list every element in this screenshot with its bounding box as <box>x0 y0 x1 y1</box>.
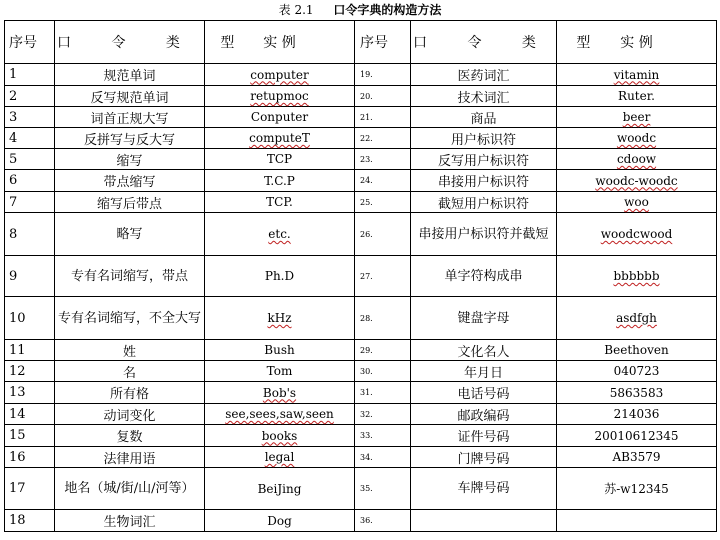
row-index-2-text: 21. <box>360 112 373 122</box>
row-index <box>5 382 55 404</box>
row-index-2 <box>355 107 411 128</box>
row-index-text: 18 <box>9 513 26 528</box>
password-type-2 <box>411 468 557 510</box>
password-type <box>55 170 205 192</box>
password-type-text: 复数 <box>116 430 143 445</box>
header-index: 序号 <box>5 21 55 64</box>
password-type-2-text: 技术词汇 <box>457 90 510 106</box>
row-index-text: 4 <box>9 130 18 146</box>
table-caption <box>0 0 720 20</box>
password-type <box>55 64 205 86</box>
row-index <box>5 213 55 256</box>
password-example-2 <box>557 340 717 361</box>
row-index-text: 7 <box>9 194 18 210</box>
password-example <box>205 468 355 510</box>
password-example <box>205 86 355 107</box>
password-type-2-text: 商品 <box>470 111 497 127</box>
table-row <box>5 149 717 170</box>
password-type-2 <box>411 86 557 107</box>
password-example <box>205 382 355 404</box>
password-example <box>205 149 355 170</box>
table-row <box>5 340 717 361</box>
table-row <box>5 170 717 192</box>
password-type-text: 略写 <box>116 226 143 242</box>
password-example-text: Dog <box>267 513 292 528</box>
row-index-2-text: 24. <box>360 176 373 185</box>
password-example-text: books <box>261 428 298 443</box>
row-index-2 <box>355 170 411 192</box>
row-index <box>5 128 55 149</box>
password-example-text: T.C.P <box>264 173 295 188</box>
password-example-2 <box>557 170 717 192</box>
password-type-2 <box>411 297 557 340</box>
header-example-2: 实 例 <box>557 21 717 64</box>
password-example-text: Ph.D <box>264 269 295 283</box>
password-type <box>55 382 205 404</box>
password-example <box>205 170 355 192</box>
password-type-text: 所有格 <box>109 387 149 402</box>
password-type-2-text: 电话号码 <box>457 387 510 402</box>
password-type <box>55 86 205 107</box>
password-example-2 <box>557 192 717 213</box>
password-example-2-text: 040723 <box>613 364 660 378</box>
password-type <box>55 297 205 340</box>
password-type-2-text: 证件号码 <box>457 430 510 445</box>
password-type-text: 名 <box>122 365 136 381</box>
password-type-2 <box>411 404 557 425</box>
password-example-text: Tom <box>266 364 293 378</box>
row-index-text: 11 <box>9 342 26 358</box>
row-index-2 <box>355 86 411 107</box>
header-type: 口 令 类 型 <box>55 21 205 64</box>
password-type-2 <box>411 64 557 86</box>
password-example <box>205 340 355 361</box>
password-example-text: Conputer <box>250 110 309 124</box>
password-example-2-text: Ruter. <box>618 89 655 103</box>
caption-title: 口令字典的构造方法 <box>333 3 442 17</box>
password-type <box>55 404 205 425</box>
password-example-2-text: vitamin <box>613 67 660 82</box>
password-example-2-text: 20010612345 <box>594 428 679 443</box>
password-example-2-text: beer <box>622 110 651 124</box>
password-example <box>205 256 355 297</box>
row-index <box>5 425 55 447</box>
password-type-2 <box>411 425 557 447</box>
password-example-2-text: woo <box>624 195 649 209</box>
row-index-2 <box>355 256 411 297</box>
password-example-text: kHz <box>267 311 292 325</box>
password-type-2-text: 医药词汇 <box>457 69 510 84</box>
row-index-2-text: 23. <box>360 154 373 164</box>
row-index-2-text: 33. <box>360 431 373 440</box>
table-row <box>5 86 717 107</box>
row-index <box>5 510 55 532</box>
password-example-2-text: woodc-woodc <box>595 173 678 188</box>
row-index-text: 12 <box>9 363 26 379</box>
password-example-2 <box>557 213 717 256</box>
password-type-2-text: 用户标识符 <box>450 132 516 148</box>
row-index-2-text: 27. <box>360 271 373 281</box>
password-type-2 <box>411 340 557 361</box>
password-type-2 <box>411 447 557 468</box>
row-index-text: 6 <box>9 173 18 188</box>
password-example <box>205 297 355 340</box>
password-example-2 <box>557 425 717 447</box>
row-index-2-text: 36. <box>360 516 373 525</box>
password-example-2-text: asdfgh <box>616 311 657 325</box>
table-row <box>5 192 717 213</box>
row-index-2-text: 30. <box>360 366 373 376</box>
password-type <box>55 256 205 297</box>
password-type <box>55 128 205 149</box>
row-index-2-text: 32. <box>360 409 373 419</box>
row-index-2-text: 28. <box>360 313 373 323</box>
password-example-text: legal <box>264 450 295 464</box>
password-example-2 <box>557 297 717 340</box>
password-example-2-text: 214036 <box>613 407 660 421</box>
password-type <box>55 447 205 468</box>
row-index <box>5 86 55 107</box>
password-type-text: 法律用语 <box>103 451 156 467</box>
row-index <box>5 340 55 361</box>
row-index <box>5 404 55 425</box>
table-row <box>5 382 717 404</box>
row-index-2 <box>355 510 411 532</box>
row-index-2 <box>355 447 411 468</box>
password-type-2-text: 截短用户标识符 <box>437 196 529 212</box>
password-type-text: 词首正规大写 <box>90 111 169 127</box>
password-type-2 <box>411 382 557 404</box>
password-example-2-text: woodc <box>616 131 657 145</box>
password-example-2 <box>557 128 717 149</box>
password-example-2-text: 5863583 <box>609 385 664 400</box>
password-type-text: 姓 <box>122 344 136 360</box>
password-example-2 <box>557 64 717 86</box>
password-type-2-text: 串接用户标识符并截短 <box>418 226 549 242</box>
password-example-2 <box>557 256 717 297</box>
row-index-2-text: 34. <box>360 452 373 462</box>
password-type-text: 规范单词 <box>103 69 156 84</box>
password-type-text: 动词变化 <box>103 408 156 424</box>
row-index <box>5 297 55 340</box>
password-example <box>205 361 355 382</box>
password-example-2-text: woodcwood <box>600 227 673 241</box>
row-index-2-text: 20. <box>360 91 373 101</box>
password-type <box>55 107 205 128</box>
table-row <box>5 107 717 128</box>
row-index-text: 10 <box>9 310 26 326</box>
password-example-text: etc. <box>268 227 291 241</box>
password-example <box>205 128 355 149</box>
password-example-2 <box>557 86 717 107</box>
password-example-2-text: bbbbbb <box>613 269 660 283</box>
password-example-2-text: AB3579 <box>612 450 661 464</box>
password-example <box>205 404 355 425</box>
table-row <box>5 297 717 340</box>
row-index-text: 17 <box>9 481 26 496</box>
row-index-2-text: 26. <box>360 229 373 239</box>
password-type-2 <box>411 192 557 213</box>
password-type-2-text: 串接用户标识符 <box>437 175 529 190</box>
row-index-2-text: 29. <box>360 345 373 355</box>
password-example-text: retupmoc <box>250 89 309 103</box>
password-example-2 <box>557 404 717 425</box>
row-index-2 <box>355 149 411 170</box>
row-index <box>5 447 55 468</box>
password-example-text: Bob's <box>262 385 297 400</box>
table-row <box>5 404 717 425</box>
header-index-2: 序号 <box>355 21 411 64</box>
row-index-2-text: 22. <box>360 133 373 143</box>
password-example-text: computer <box>250 67 309 82</box>
password-example-2 <box>557 361 717 382</box>
table-row <box>5 447 717 468</box>
password-type <box>55 340 205 361</box>
password-example <box>205 192 355 213</box>
password-example-2-text: cdoow <box>616 152 657 166</box>
password-example-2-text: 苏-w12345 <box>604 482 669 496</box>
password-type <box>55 149 205 170</box>
password-type-2-text: 键盘字母 <box>457 310 510 326</box>
password-example-2 <box>557 468 717 510</box>
password-type-2 <box>411 170 557 192</box>
row-index-2 <box>355 361 411 382</box>
row-index-text: 5 <box>9 151 18 167</box>
row-index-2 <box>355 468 411 510</box>
row-index <box>5 149 55 170</box>
password-example-text: Bush <box>264 343 295 357</box>
password-type-text: 生物词汇 <box>103 515 156 530</box>
password-example-2 <box>557 149 717 170</box>
password-example <box>205 64 355 86</box>
password-type <box>55 192 205 213</box>
caption-number: 表 2.1 <box>278 3 314 17</box>
password-example <box>205 425 355 447</box>
password-type <box>55 213 205 256</box>
password-example-2-text: Beethoven <box>604 343 669 357</box>
password-type-text: 专有名词缩写，带点 <box>70 268 188 284</box>
password-example <box>205 213 355 256</box>
row-index-2-text: 35. <box>360 484 373 493</box>
row-index-text: 2 <box>9 88 18 104</box>
password-dictionary-table <box>4 20 717 532</box>
password-type-2-text: 反写用户标识符 <box>437 153 529 169</box>
row-index-2 <box>355 297 411 340</box>
password-example-2 <box>557 107 717 128</box>
password-type-text: 缩写 <box>116 153 143 169</box>
row-index-text: 16 <box>9 449 26 465</box>
password-type-text: 反拼写与反大写 <box>83 132 175 148</box>
row-index-text: 3 <box>9 109 18 125</box>
table-row <box>5 468 717 510</box>
password-type-2 <box>411 361 557 382</box>
password-type-2-text: 车牌号码 <box>457 481 510 496</box>
password-type-2-text: 门牌号码 <box>457 451 510 467</box>
password-type-2 <box>411 107 557 128</box>
row-index-text: 14 <box>9 406 26 422</box>
password-type-2 <box>411 128 557 149</box>
password-example-text: see,sees,saw,seen <box>225 407 334 421</box>
row-index-2 <box>355 64 411 86</box>
row-index-2 <box>355 213 411 256</box>
password-type-text: 带点缩写 <box>103 175 156 190</box>
password-type-2-text: 邮政编码 <box>457 408 510 424</box>
password-example-2 <box>557 382 717 404</box>
password-example-text: computeT <box>249 131 310 145</box>
row-index-text: 9 <box>9 268 18 284</box>
password-type-2 <box>411 256 557 297</box>
password-example <box>205 510 355 532</box>
header-example: 实 例 <box>205 21 355 64</box>
table-row <box>5 64 717 86</box>
header-row <box>5 21 717 64</box>
row-index-2 <box>355 404 411 425</box>
row-index <box>5 256 55 297</box>
table-row <box>5 510 717 532</box>
password-type <box>55 425 205 447</box>
row-index-2-text: 25. <box>360 197 373 207</box>
row-index-text: 8 <box>9 226 18 242</box>
password-example <box>205 447 355 468</box>
password-type-text: 缩写后带点 <box>96 196 162 212</box>
password-type <box>55 468 205 510</box>
row-index <box>5 170 55 192</box>
password-example-2 <box>557 510 717 532</box>
row-index-2 <box>355 382 411 404</box>
password-example <box>205 107 355 128</box>
password-type <box>55 361 205 382</box>
row-index-2-text: 31. <box>360 388 373 397</box>
row-index-2 <box>355 425 411 447</box>
password-type <box>55 510 205 532</box>
password-type-text: 反写规范单词 <box>90 90 169 106</box>
password-type-2-text: 文化名人 <box>457 344 510 360</box>
table-row <box>5 256 717 297</box>
row-index-text: 15 <box>9 428 26 443</box>
password-type-2 <box>411 510 557 532</box>
password-type-2-text: 单字符构成串 <box>444 268 523 284</box>
row-index-text: 13 <box>9 385 26 400</box>
row-index <box>5 361 55 382</box>
row-index-2 <box>355 340 411 361</box>
password-type-2-text: 年月日 <box>463 365 503 381</box>
table-row <box>5 425 717 447</box>
password-example-text: BeiJing <box>257 481 302 496</box>
row-index-text: 1 <box>9 67 18 82</box>
row-index <box>5 468 55 510</box>
password-example-2 <box>557 447 717 468</box>
password-example-text: TCP <box>266 152 293 166</box>
table-row <box>5 361 717 382</box>
table-row <box>5 213 717 256</box>
row-index <box>5 64 55 86</box>
password-type-text: 地名（城/街/山/河等） <box>64 481 195 496</box>
row-index <box>5 192 55 213</box>
row-index-2-text: 19. <box>360 70 373 79</box>
table-row <box>5 128 717 149</box>
password-type-text: 专有名词缩写，不全大写 <box>57 310 201 326</box>
row-index-2 <box>355 192 411 213</box>
row-index-2 <box>355 128 411 149</box>
password-example-text: TCP. <box>266 195 293 209</box>
password-type-2 <box>411 149 557 170</box>
header-type-2: 口 令 类 型 <box>411 21 557 64</box>
password-type-2 <box>411 213 557 256</box>
row-index <box>5 107 55 128</box>
